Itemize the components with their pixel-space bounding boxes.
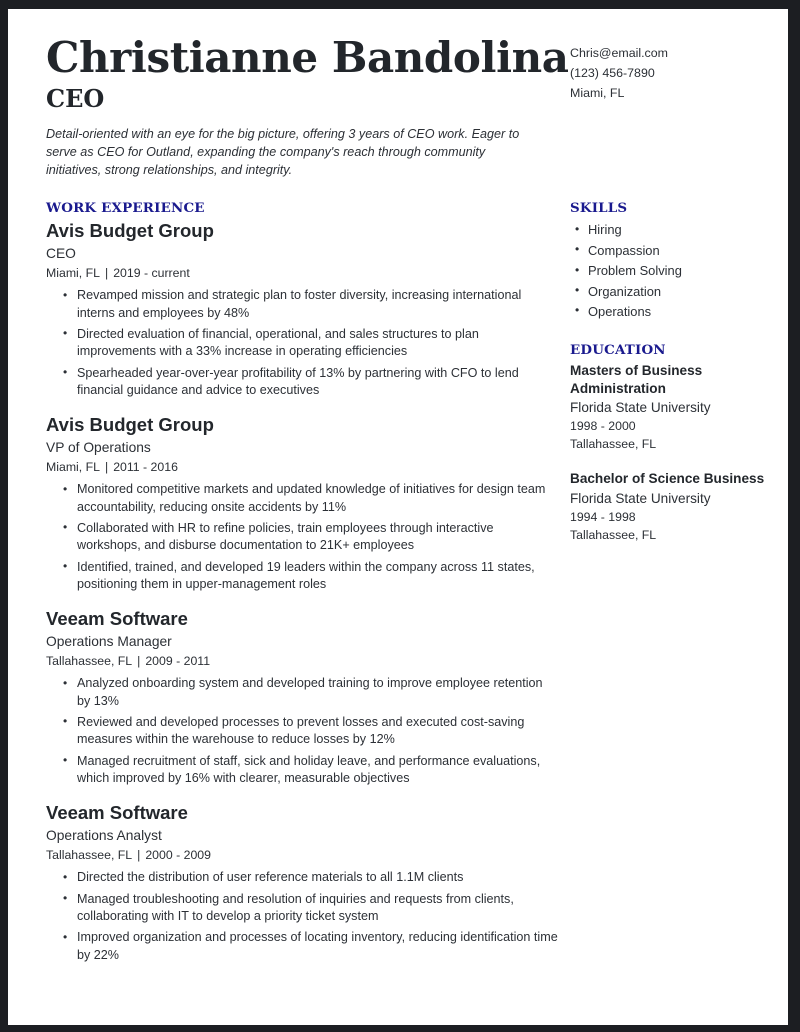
resume-page <box>8 9 788 1025</box>
work-bullet: • Revamped mission and strategic plan to foster diversity, increasing international interns and employees by 48% <box>77 287 558 322</box>
skill-item: • Hiring <box>588 220 778 240</box>
education-years: 1994 - 1998 <box>570 509 636 524</box>
work-company: Veeam Software <box>46 802 188 824</box>
work-bullet: • Directed the distribution of user reference materials to all 1.1M clients <box>77 869 558 886</box>
work-bullet: • Analyzed onboarding system and developed training to improve employee retention by 13% <box>77 675 558 710</box>
education-list <box>570 362 778 544</box>
work-bullet: • Managed recruitment of staff, sick and holiday leave, and performance evaluations, which improved by 16% with clearer, measurable objectives <box>77 753 558 788</box>
education-entry <box>570 470 778 544</box>
work-meta <box>46 266 558 282</box>
work-company: Avis Budget Group <box>46 414 214 436</box>
work-bullet-list <box>46 675 558 787</box>
skill-item: • Organization <box>588 282 778 302</box>
work-meta <box>46 848 558 864</box>
work-dates: 2011 - 2016 <box>113 460 178 475</box>
resume-header <box>46 33 758 179</box>
skills-section <box>570 200 778 322</box>
work-meta-separator: | <box>137 848 141 863</box>
work-bullet-list <box>46 481 558 593</box>
education-location: Tallahassee, FL <box>570 527 657 542</box>
work-company: Veeam Software <box>46 608 188 630</box>
work-bullet-list <box>46 869 558 964</box>
work-experience-list <box>46 220 558 964</box>
education-degree: Masters of Business Administration <box>570 363 703 396</box>
work-experience-heading: WORK EXPERIENCE <box>46 200 205 217</box>
work-dates: 2000 - 2009 <box>145 848 211 863</box>
education-school: Florida State University <box>570 490 711 506</box>
work-bullet: • Improved organization and processes of locating inventory, reducing identification time by 22% <box>77 929 558 964</box>
candidate-title: CEO <box>46 84 105 113</box>
main-column <box>46 200 558 979</box>
contact-email[interactable]: Chris@email.com <box>570 46 668 60</box>
education-location: Tallahassee, FL <box>570 437 657 452</box>
work-dates: 2019 - current <box>113 266 190 281</box>
work-role: Operations Analyst <box>46 827 162 843</box>
work-meta-separator: | <box>137 654 141 669</box>
skills-list <box>570 220 778 322</box>
education-section <box>570 342 778 544</box>
skills-heading: SKILLS <box>570 200 628 217</box>
work-meta <box>46 654 558 670</box>
resume-body <box>46 200 765 979</box>
work-bullet-list <box>46 287 558 399</box>
candidate-name: Christianne Bandolina <box>46 33 569 82</box>
education-school: Florida State University <box>570 399 711 415</box>
work-entry <box>46 608 558 787</box>
education-entry <box>570 362 778 453</box>
work-entry <box>46 220 558 399</box>
work-meta-separator: | <box>104 460 109 475</box>
education-years: 1998 - 2000 <box>570 418 636 433</box>
work-bullet: • Collaborated with HR to refine policies, train employees through interactive workshops, and disburse documentation to 21K+ employees <box>77 520 558 555</box>
work-role: VP of Operations <box>46 439 151 455</box>
professional-summary: Detail-oriented with an eye for the big picture, offering 3 years of CEO work. Eager to serve as CEO for Outland, expanding the company's reach through community initiatives, strong relationships, and integrity. <box>46 126 520 177</box>
skill-item: • Compassion <box>588 241 778 261</box>
work-dates: 2009 - 2011 <box>145 654 211 669</box>
work-location: Tallahassee, FL <box>46 848 133 863</box>
skill-item: • Operations <box>588 302 778 322</box>
work-location: Miami, FL <box>46 266 100 281</box>
work-company: Avis Budget Group <box>46 220 214 242</box>
work-bullet: • Spearheaded year-over-year profitability of 13% by partnering with CFO to lend financial guidance and advice to executives <box>77 365 558 400</box>
sidebar-column <box>558 200 778 564</box>
contact-block <box>558 37 778 103</box>
work-location: Miami, FL <box>46 460 100 475</box>
work-role: Operations Manager <box>46 633 172 649</box>
work-location: Tallahassee, FL <box>46 654 133 669</box>
work-bullet: • Reviewed and developed processes to prevent losses and executed cost-saving measures within the warehouse to reduce losses by 12% <box>77 714 558 749</box>
header-identity <box>46 33 569 179</box>
work-role: CEO <box>46 245 76 261</box>
education-heading: EDUCATION <box>570 342 666 359</box>
work-entry <box>46 802 558 964</box>
contact-location: Miami, FL <box>570 86 625 101</box>
work-bullet: • Directed evaluation of financial, operational, and sales structures to plan improvements with a 33% increase in operating efficiencies <box>77 326 558 361</box>
skill-item: • Problem Solving <box>588 261 778 281</box>
work-meta-separator: | <box>104 266 109 281</box>
work-bullet: • Managed troubleshooting and resolution of inquiries and requests from clients, collaborating with IT to develop a priority ticket system <box>77 891 558 926</box>
work-entry <box>46 414 558 593</box>
work-bullet: • Monitored competitive markets and updated knowledge of initiatives for design team accountability, reducing onsite accidents by 11% <box>77 481 558 516</box>
education-degree: Bachelor of Science Business <box>570 471 765 487</box>
contact-phone[interactable]: (123) 456-7890 <box>570 66 655 81</box>
work-meta <box>46 460 558 476</box>
work-bullet: • Identified, trained, and developed 19 leaders within the company across 11 states, positioning them in upper-management roles <box>77 559 558 594</box>
